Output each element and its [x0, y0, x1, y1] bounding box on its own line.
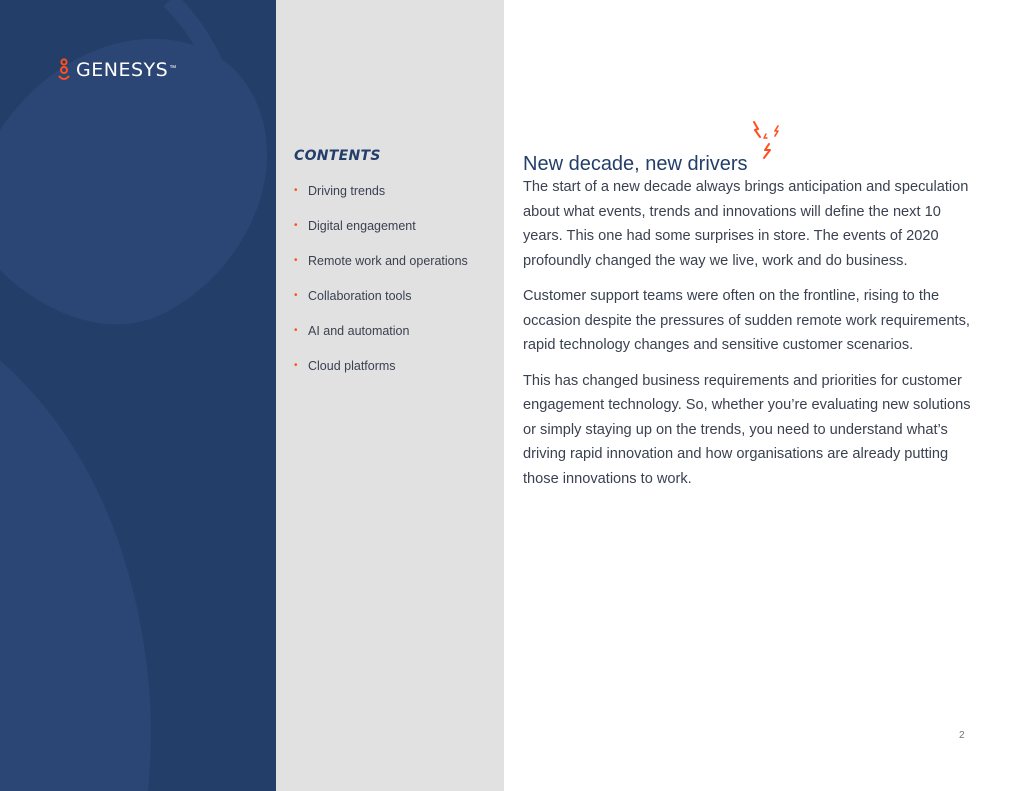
bullet-icon: • [294, 185, 298, 196]
article-heading: New decade, new drivers [523, 153, 748, 176]
contents-item[interactable] [294, 251, 468, 286]
contents-item-label[interactable]: AI and automation [308, 324, 410, 338]
contents-item-label[interactable]: Cloud platforms [308, 359, 396, 373]
article-paragraph: The start of a new decade always brings anticipation and speculation about what events, trends and innovations will define the next 10 years. This one had some surprises in store. The events of 2020 profoundly changed the way we live, work and do business. [523, 179, 969, 269]
background-swirl-graphic [0, 0, 276, 791]
contents-item-label[interactable]: Collaboration tools [308, 289, 412, 303]
logo-wordmark: GENESYS [76, 59, 169, 81]
contents-item[interactable] [294, 286, 468, 321]
contents-item-label[interactable]: Remote work and operations [308, 254, 468, 268]
contents-item-label[interactable]: Driving trends [308, 184, 386, 198]
bullet-icon: • [294, 220, 298, 231]
article-body [523, 175, 973, 502]
lightning-bolt-icon [750, 120, 784, 162]
contents-item[interactable] [294, 321, 468, 356]
article-paragraph: This has changed business requirements and priorities for customer engagement technology. So, whether you’re evaluating new solutions or simply staying up on the trends, you need to understand what’s driving rapid innovation and how organisations are already putting those innovations to work. [523, 372, 971, 487]
contents-item-label[interactable]: Digital engagement [308, 219, 416, 233]
contents-list [294, 181, 468, 391]
genesys-logo-icon [57, 58, 71, 82]
bullet-icon: • [294, 360, 298, 371]
bullet-icon: • [294, 255, 298, 266]
contents-item[interactable] [294, 216, 468, 251]
page-number: 2 [959, 730, 965, 741]
left-brand-panel [0, 0, 276, 791]
contents-item[interactable] [294, 181, 468, 216]
article-paragraph: Customer support teams were often on the frontline, rising to the occasion despite the pressures of sudden remote work requirements, rapid technology changes and sensitive customer scenarios. [523, 288, 970, 353]
genesys-logo[interactable] [57, 58, 176, 82]
bullet-icon: • [294, 325, 298, 336]
contents-title: CONTENTS [294, 148, 381, 164]
logo-trademark: ™ [169, 64, 177, 72]
contents-item[interactable] [294, 356, 468, 391]
bullet-icon: • [294, 290, 298, 301]
contents-panel [276, 0, 504, 791]
